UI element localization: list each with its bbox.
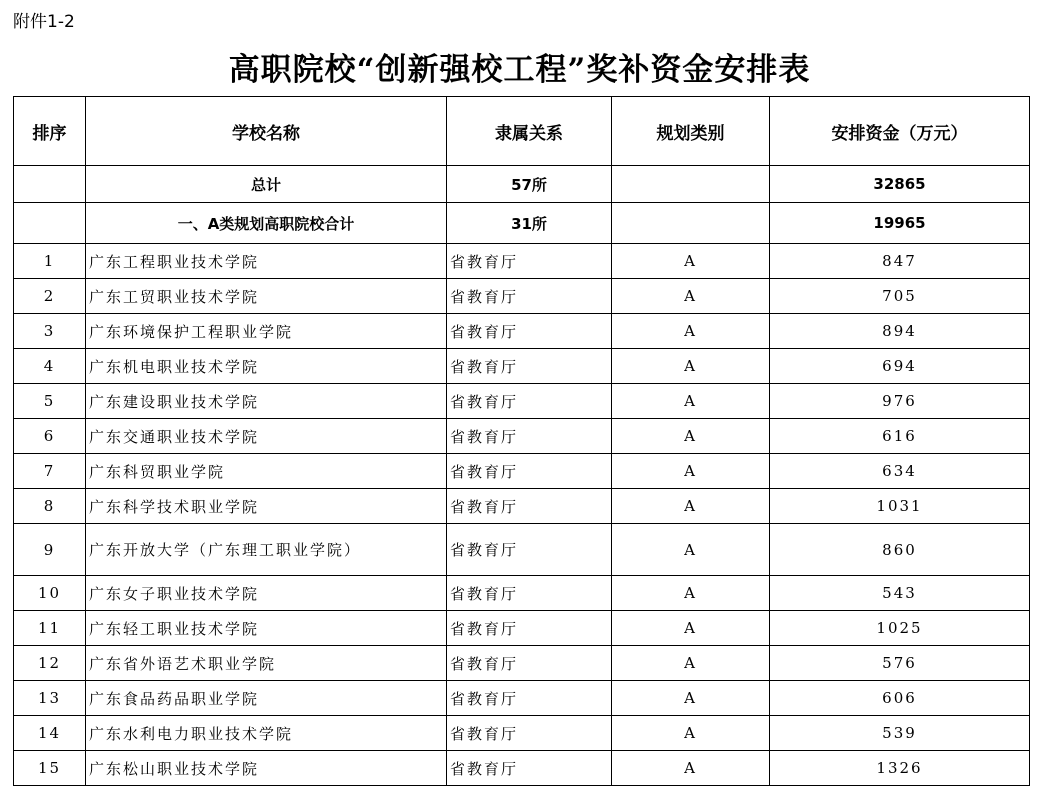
row-funding: 894 — [770, 314, 1030, 349]
row-rank: 5 — [14, 384, 86, 419]
table-row — [14, 419, 1030, 454]
header-school: 学校名称 — [86, 97, 447, 166]
row-funding: 1025 — [770, 611, 1030, 646]
funding-table — [13, 96, 1030, 786]
row-school-name: 广东轻工职业技术学院 — [86, 611, 447, 646]
row-school-name: 广东科贸职业学院 — [86, 454, 447, 489]
table-row — [14, 349, 1030, 384]
row-funding: 634 — [770, 454, 1030, 489]
row-rank: 15 — [14, 751, 86, 786]
table-row — [14, 611, 1030, 646]
table-row — [14, 576, 1030, 611]
document-title: 高职院校“创新强校工程”奖补资金安排表 — [228, 52, 811, 88]
row-school-name: 广东工贸职业技术学院 — [86, 279, 447, 314]
row-school-name: 广东科学技术职业学院 — [86, 489, 447, 524]
attachment-label: 附件1-2 — [13, 12, 75, 32]
row-funding: 860 — [770, 524, 1030, 576]
table-row — [14, 524, 1030, 576]
row-category: A — [612, 716, 770, 751]
row-category: A — [612, 454, 770, 489]
row-category: A — [612, 611, 770, 646]
row-category: A — [612, 524, 770, 576]
row-funding: 1031 — [770, 489, 1030, 524]
row-funding: 1326 — [770, 751, 1030, 786]
row-affiliation: 省教育厅 — [447, 681, 612, 716]
header-affiliation: 隶属关系 — [447, 97, 612, 166]
row-affiliation: 省教育厅 — [447, 349, 612, 384]
row-category: A — [612, 751, 770, 786]
row-affiliation: 省教育厅 — [447, 384, 612, 419]
table-row — [14, 244, 1030, 279]
subtotal-category — [612, 203, 770, 244]
row-category: A — [612, 489, 770, 524]
row-affiliation: 省教育厅 — [447, 314, 612, 349]
header-category: 规划类别 — [612, 97, 770, 166]
table-row — [14, 314, 1030, 349]
row-rank: 2 — [14, 279, 86, 314]
row-school-name: 广东环境保护工程职业学院 — [86, 314, 447, 349]
row-category: A — [612, 244, 770, 279]
table-row — [14, 384, 1030, 419]
row-funding: 616 — [770, 419, 1030, 454]
subtotal-funding: 19965 — [770, 203, 1030, 244]
row-rank: 8 — [14, 489, 86, 524]
row-affiliation: 省教育厅 — [447, 279, 612, 314]
row-category: A — [612, 576, 770, 611]
header-row — [14, 97, 1030, 166]
row-category: A — [612, 419, 770, 454]
row-category: A — [612, 646, 770, 681]
row-funding: 606 — [770, 681, 1030, 716]
row-affiliation: 省教育厅 — [447, 419, 612, 454]
total-label: 总计 — [86, 166, 447, 203]
total-row — [14, 166, 1030, 203]
table-row — [14, 454, 1030, 489]
row-school-name: 广东松山职业技术学院 — [86, 751, 447, 786]
row-rank: 4 — [14, 349, 86, 384]
row-affiliation: 省教育厅 — [447, 646, 612, 681]
row-category: A — [612, 681, 770, 716]
total-category — [612, 166, 770, 203]
row-rank: 3 — [14, 314, 86, 349]
row-rank: 13 — [14, 681, 86, 716]
row-school-name: 广东女子职业技术学院 — [86, 576, 447, 611]
row-funding: 539 — [770, 716, 1030, 751]
row-affiliation: 省教育厅 — [447, 454, 612, 489]
row-category: A — [612, 349, 770, 384]
subtotal-a-row — [14, 203, 1030, 244]
row-school-name: 广东省外语艺术职业学院 — [86, 646, 447, 681]
row-school-name: 广东开放大学（广东理工职业学院） — [86, 524, 447, 576]
header-funding: 安排资金（万元） — [770, 97, 1030, 166]
table-row — [14, 279, 1030, 314]
subtotal-label: 一、A类规划高职院校合计 — [86, 203, 447, 244]
subtotal-count: 31所 — [447, 203, 612, 244]
row-rank: 9 — [14, 524, 86, 576]
subtotal-rank — [14, 203, 86, 244]
table-row — [14, 489, 1030, 524]
row-funding: 847 — [770, 244, 1030, 279]
table-row — [14, 646, 1030, 681]
total-rank — [14, 166, 86, 203]
row-funding: 705 — [770, 279, 1030, 314]
row-affiliation: 省教育厅 — [447, 489, 612, 524]
row-category: A — [612, 279, 770, 314]
table-row — [14, 751, 1030, 786]
row-category: A — [612, 314, 770, 349]
table-row — [14, 716, 1030, 751]
row-rank: 12 — [14, 646, 86, 681]
total-count: 57所 — [447, 166, 612, 203]
row-school-name: 广东食品药品职业学院 — [86, 681, 447, 716]
row-rank: 6 — [14, 419, 86, 454]
row-funding: 543 — [770, 576, 1030, 611]
row-school-name: 广东建设职业技术学院 — [86, 384, 447, 419]
row-affiliation: 省教育厅 — [447, 524, 612, 576]
row-affiliation: 省教育厅 — [447, 751, 612, 786]
row-funding: 976 — [770, 384, 1030, 419]
row-affiliation: 省教育厅 — [447, 716, 612, 751]
row-affiliation: 省教育厅 — [447, 244, 612, 279]
row-school-name: 广东工程职业技术学院 — [86, 244, 447, 279]
row-school-name: 广东水利电力职业技术学院 — [86, 716, 447, 751]
row-rank: 10 — [14, 576, 86, 611]
header-rank: 排序 — [14, 97, 86, 166]
row-rank: 1 — [14, 244, 86, 279]
row-school-name: 广东机电职业技术学院 — [86, 349, 447, 384]
row-affiliation: 省教育厅 — [447, 611, 612, 646]
total-funding: 32865 — [770, 166, 1030, 203]
table-row — [14, 681, 1030, 716]
row-funding: 576 — [770, 646, 1030, 681]
row-school-name: 广东交通职业技术学院 — [86, 419, 447, 454]
row-category: A — [612, 384, 770, 419]
row-rank: 11 — [14, 611, 86, 646]
row-rank: 7 — [14, 454, 86, 489]
row-rank: 14 — [14, 716, 86, 751]
row-affiliation: 省教育厅 — [447, 576, 612, 611]
row-funding: 694 — [770, 349, 1030, 384]
